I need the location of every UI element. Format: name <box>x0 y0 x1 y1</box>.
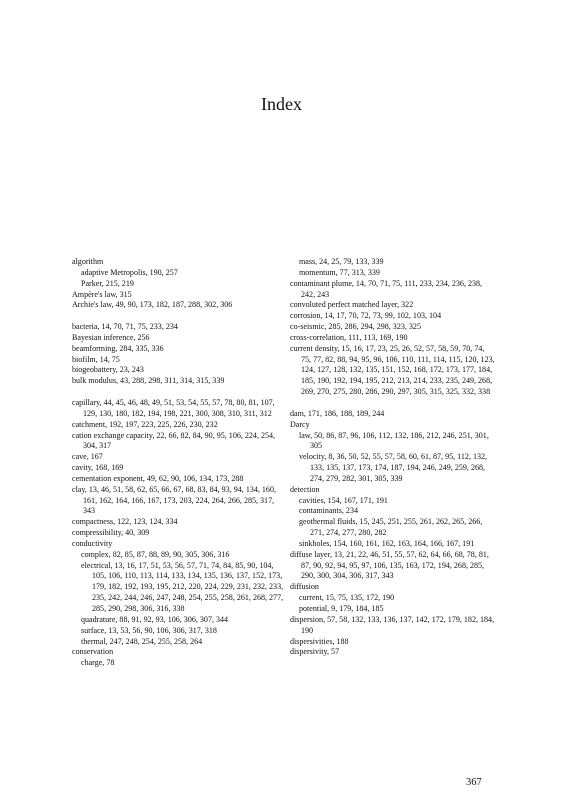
index-subentry: contaminants, 234 <box>299 506 358 516</box>
index-entry: conductivity <box>72 538 113 548</box>
index-entry: cementation exponent, 49, 62, 90, 106, 134, 173, 288 <box>72 473 244 483</box>
index-subentry: momentum, 77, 313, 339 <box>299 267 380 277</box>
index-entry: compactness, 122, 123, 124, 334 <box>72 517 178 527</box>
index-subentry: charge, 78 <box>81 658 115 668</box>
index-entry: co-seismic, 285, 286, 294, 298, 323, 325 <box>290 322 421 332</box>
index-entry: bulk modulus, 43, 288, 298, 311, 314, 315, 339 <box>72 376 225 386</box>
index-subentry: geothermal fluids, 15, 245, 251, 255, 261, 262, 265, 266, 271, 274, 277, 280, 282 <box>299 517 483 538</box>
index-entry: Darcy <box>290 419 310 429</box>
index-entry: cation exchange capacity, 22, 66, 82, 84, 90, 95, 106, 224, 254, 304, 317 <box>72 430 276 451</box>
index-subentry: velocity, 8, 36, 50, 52, 55, 57, 58, 60, 61, 87, 95, 112, 132, 133, 135, 137, 173, 174, 187, 194, 246, 249, 259, 268, 274, 279, 282, 301, 305, 339 <box>299 452 488 483</box>
index-entry: Ampère's law, 315 <box>72 289 132 299</box>
index-entry: convoluted perfect matched layer, 322 <box>290 300 414 310</box>
page-title: Index <box>261 94 302 114</box>
index-entry: diffusion <box>290 582 319 592</box>
index-subentry: Parker, 215, 219 <box>81 278 134 288</box>
index-subentry: surface, 13, 53, 56, 90, 106, 306, 317, 318 <box>81 625 217 635</box>
index-subentry: thermal, 247, 248, 254, 255, 258, 264 <box>81 636 203 646</box>
index-entry: bacteria, 14, 70, 71, 75, 233, 234 <box>72 322 178 332</box>
index-entry: corrosion, 14, 17, 70, 72, 73, 99, 102, 103, 104 <box>290 311 442 321</box>
page-number: 367 <box>466 777 482 788</box>
index-entry: dispersivity, 57 <box>290 647 340 657</box>
index-entry: contaminant plume, 14, 70, 71, 75, 111, 233, 234, 236, 238, 242, 243 <box>290 278 483 299</box>
index-entry: cross-correlation, 111, 113, 169, 190 <box>290 332 408 342</box>
index-entry: dispersion, 57, 58, 132, 133, 136, 137, 142, 172, 179, 182, 184, 190 <box>290 614 495 635</box>
index-subentry: adaptive Metropolis, 190, 257 <box>81 267 178 277</box>
index-entry: dam, 171, 186, 188, 189, 244 <box>290 408 385 418</box>
index-entry: biofilm, 14, 75 <box>72 354 120 364</box>
index-entry: cave, 167 <box>72 452 103 462</box>
index-subentry: sinkholes, 154, 160, 161, 162, 163, 164, 166, 167, 191 <box>299 538 475 548</box>
index-entry: biogeobattery, 23, 243 <box>72 365 144 375</box>
index-subentry: law, 50, 86, 87, 96, 106, 112, 132, 186, 212, 246, 251, 301, 305 <box>299 430 489 451</box>
index-entry: algorithm <box>72 257 104 266</box>
index-subentry: cavities, 154, 167, 171, 191 <box>299 495 388 505</box>
index-entry: detection <box>290 484 320 494</box>
index-entry: Archie's law, 49, 90, 173, 182, 187, 288, 302, 306 <box>72 300 233 310</box>
index-subentry: quadrature, 88, 91, 92, 93, 106, 306, 307, 344 <box>81 614 229 624</box>
index-entry: diffuse layer, 13, 21, 22, 46, 51, 55, 57, 62, 64, 66, 68, 78, 81, 87, 90, 92, 94, 95, 97, 106, 135, 163, 172, 194, 268, 285, 290, 300, 304, 306, 317, 343 <box>290 549 489 581</box>
index-column-right <box>290 257 496 658</box>
index-entry: current density, 15, 16, 17, 23, 25, 26, 52, 57, 58, 59, 70, 74, 75, 77, 82, 88, 94, 95, 96, 106, 110, 111, 114, 115, 120, 123, 124, 127, 128, 132, 135, 151, 152, 168, 172, 173, 177, 184, 185, 190, 192, 194, 195, 212, 213, 214, 233, 235, 249, 268, 269, 270, 275, 280, 286, 290, 297, 305, 315, 325, 332, 338 <box>290 343 495 397</box>
index-subentry: complex, 82, 85, 87, 88, 89, 90, 305, 306, 316 <box>81 549 230 559</box>
index-subentry: potential, 9, 179, 184, 185 <box>299 604 384 613</box>
index-entry: cavity, 168, 169 <box>72 463 124 473</box>
index-entry: dispersivities, 188 <box>290 636 349 646</box>
index-entry: capillary, 44, 45, 46, 48, 49, 51, 53, 54, 55, 57, 78, 80, 81, 107, 129, 130, 180, 182, 194, 198, 221, 300, 308, 310, 311, 312 <box>72 397 275 418</box>
index-subentry: mass, 24, 25, 79, 133, 339 <box>299 257 384 266</box>
index-subentry: electrical, 13, 16, 17, 51, 53, 56, 57, 71, 74, 84, 85, 90, 104, 105, 106, 110, 113, 114, 133, 134, 135, 136, 137, 152, 173, 179, 182, 192, 193, 195, 212, 220, 224, 229, 231, 232, 233, 235, 242, 244, 246, 247, 248, 254, 255, 258, 261, 268, 277, 285, 290, 298, 306, 316, 338 <box>81 560 284 613</box>
index-entry: compressibility, 40, 309 <box>72 528 150 538</box>
index-entry: conservation <box>72 647 114 657</box>
index-subentry: current, 15, 75, 135, 172, 190 <box>299 593 395 603</box>
index-entry: beamforming, 284, 335, 336 <box>72 343 164 353</box>
index-column-left <box>72 257 284 669</box>
index-entry: catchment, 192, 197, 223, 225, 226, 230, 232 <box>72 419 218 429</box>
index-entry: clay, 13, 46, 51, 58, 62, 65, 66, 67, 68, 83, 84, 93, 94, 134, 160, 161, 162, 164, 166, 167, 173, 203, 224, 264, 266, 285, 317, 343 <box>72 484 276 516</box>
index-entry: Bayesian inference, 256 <box>72 332 150 342</box>
